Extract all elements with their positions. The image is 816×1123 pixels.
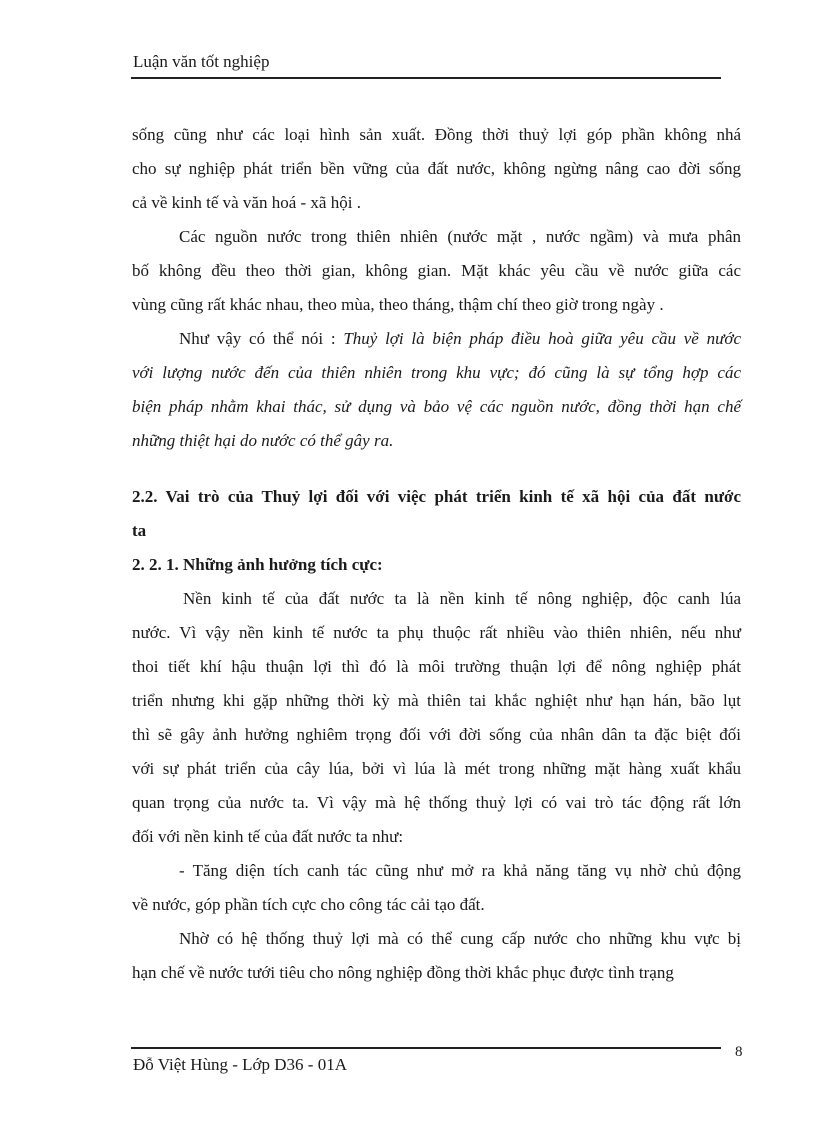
text-line: những thiệt hại do nước có thể gây ra. [132, 431, 394, 450]
text-line: Nền kinh tế của đất nước ta là nền kinh tế nông nghiệp, độc canh lúa [183, 589, 741, 608]
paragraph [132, 922, 741, 990]
text-line: thì sẽ gây ảnh hưởng nghiêm trọng đối với đời sống của nhân dân ta đặc biệt đối [132, 725, 741, 744]
running-footer: Đỗ Việt Hùng - Lớp D36 - 01A [133, 1055, 347, 1074]
text-line: hạn chế về nước tưới tiêu cho nông nghiệp đồng thời khắc phục được tình trạng [132, 963, 674, 982]
page-number: 8 [735, 1044, 743, 1060]
section-heading [132, 480, 741, 548]
text-line: thoi tiết khí hậu thuận lợi thì đó là môi trường thuận lợi để nông nghiệp phát [132, 657, 741, 676]
paragraph [132, 582, 741, 854]
text-line: Nhờ có hệ thống thuỷ lợi mà có thể cung cấp nước cho những khu vực bị [179, 929, 741, 948]
text-line [132, 322, 741, 356]
heading-line: ta [132, 521, 147, 540]
running-header: Luận văn tốt nghiệp [133, 52, 270, 71]
text-line: bố không đều theo thời gian, không gian. Mặt khác yêu cầu về nước giữa các [132, 261, 741, 280]
subsection-heading: 2. 2. 1. Những ảnh hưởng tích cực: [132, 555, 383, 574]
text-line: sống cũng như các loại hình sản xuất. Đồng thời thuỷ lợi góp phần không nhá [132, 125, 741, 144]
footer-rule [131, 1047, 721, 1049]
text-line: Các nguồn nước trong thiên nhiên (nước mặt , nước ngầm) và mưa phân [179, 227, 741, 246]
text-line: nước. Vì vậy nền kinh tế nước ta phụ thuộc rất nhiều vào thiên nhiên, nếu như [132, 623, 741, 642]
document-body [132, 118, 741, 990]
italic-definition: Thuỷ lợi là biện pháp điều hoà giữa yêu cầu về nước [343, 329, 742, 348]
heading-line: 2.2. Vai trò của Thuỷ lợi đối với việc phát triển kinh tế xã hội của đất nước [132, 487, 741, 506]
text-line: cả về kinh tế và văn hoá - xã hội . [132, 193, 361, 212]
definition-paragraph [132, 322, 741, 458]
paragraph [132, 220, 741, 322]
text-line: với lượng nước đến của thiên nhiên trong khu vực; đó cũng là sự tổng hợp các [132, 363, 741, 382]
text-line: quan trọng của nước ta. Vì vậy mà hệ thống thuỷ lợi có vai trò tác động rất lớn [132, 793, 741, 812]
lead-text: Như vậy có thể nói : [179, 329, 344, 348]
spacer [132, 458, 741, 480]
bullet-paragraph [132, 854, 741, 922]
paragraph [132, 118, 741, 220]
text-line: vùng cũng rất khác nhau, theo mùa, theo tháng, thậm chí theo giờ trong ngày . [132, 295, 664, 314]
text-line: triển nhưng khi gặp những thời kỳ mà thiên tai khắc nghiệt như hạn hán, bão lụt [132, 691, 741, 710]
header-rule [131, 77, 721, 79]
text-line: cho sự nghiệp phát triển bền vững của đất nước, không ngừng nâng cao đời sống [132, 159, 741, 178]
text-line: về nước, góp phần tích cực cho công tác cải tạo đất. [132, 895, 485, 914]
text-line: biện pháp nhằm khai thác, sử dụng và bảo vệ các nguồn nước, đồng thời hạn chế [132, 397, 741, 416]
text-line: - Tăng diện tích canh tác cũng như mở ra khả năng tăng vụ nhờ chủ động [179, 861, 741, 880]
text-line: với sự phát triển của cây lúa, bởi vì lúa là mét trong những mặt hàng xuất khẩu [132, 759, 741, 778]
text-line: đối với nền kinh tế của đất nước ta như: [132, 827, 404, 846]
